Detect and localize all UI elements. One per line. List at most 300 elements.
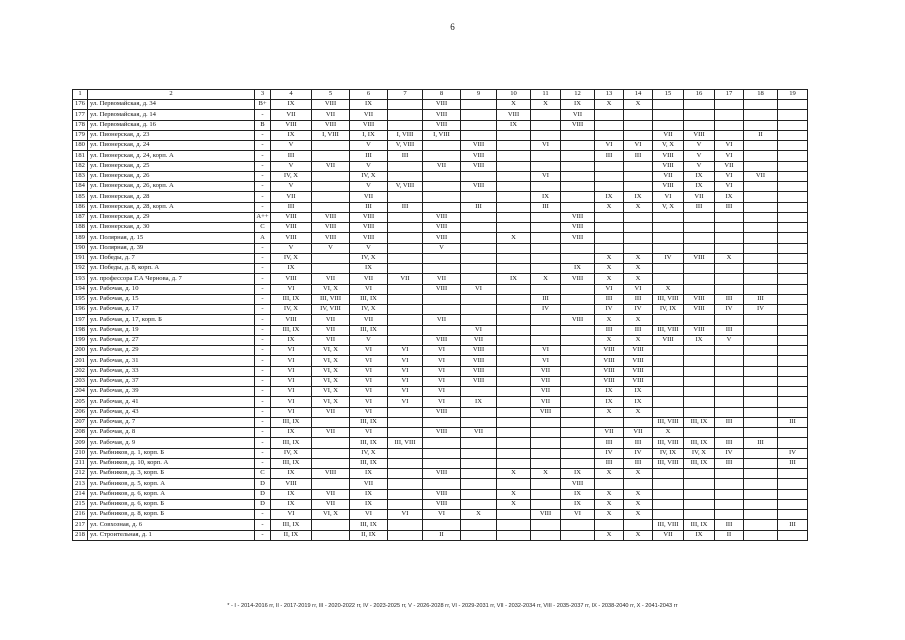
period-cell: III — [744, 438, 778, 448]
period-cell: VI — [350, 366, 388, 376]
period-cell: VII — [350, 274, 388, 284]
period-cell — [744, 448, 778, 458]
period-cell — [715, 407, 744, 417]
period-cell — [423, 325, 461, 335]
period-cell — [684, 274, 715, 284]
period-cell — [778, 366, 808, 376]
period-cell: X — [624, 510, 653, 520]
period-cell: VII — [271, 192, 312, 202]
period-cell: VI — [350, 346, 388, 356]
period-cell: VIII — [461, 141, 497, 151]
period-cell — [561, 376, 595, 386]
period-cell — [595, 243, 624, 253]
period-cell: V, X — [653, 141, 684, 151]
period-cell — [744, 458, 778, 468]
period-cell — [497, 366, 531, 376]
period-cell: VIII — [423, 233, 461, 243]
period-cell — [388, 233, 423, 243]
period-cell: VIII — [271, 315, 312, 325]
period-cell — [561, 192, 595, 202]
period-cell: VIII — [653, 335, 684, 345]
period-cell: III — [624, 151, 653, 161]
row-number: 182 — [73, 161, 88, 171]
period-cell — [461, 243, 497, 253]
period-cell — [497, 264, 531, 274]
address-cell: ул. Пионерская, д. 26 — [88, 171, 255, 181]
period-cell: V — [684, 151, 715, 161]
period-cell: VIII — [531, 407, 561, 417]
period-cell: IX — [350, 489, 388, 499]
period-cell — [715, 315, 744, 325]
period-cell: VII — [461, 335, 497, 345]
period-cell — [423, 458, 461, 468]
period-cell: II, IX — [271, 530, 312, 540]
period-cell: VIII — [271, 274, 312, 284]
period-cell: IX — [561, 499, 595, 509]
period-cell: IV — [624, 448, 653, 458]
period-cell: III, VIII — [653, 325, 684, 335]
period-cell — [744, 151, 778, 161]
period-cell — [461, 479, 497, 489]
period-cell: В+ — [255, 100, 271, 110]
period-cell — [531, 438, 561, 448]
period-cell — [423, 294, 461, 304]
period-cell: VIII — [653, 151, 684, 161]
period-cell: VII — [350, 110, 388, 120]
period-cell: V, VIII — [388, 182, 423, 192]
period-cell: IV, X — [271, 253, 312, 263]
period-cell — [497, 223, 531, 233]
period-cell — [388, 407, 423, 417]
period-cell — [653, 397, 684, 407]
period-cell: V — [271, 182, 312, 192]
period-cell — [653, 264, 684, 274]
period-cell — [653, 387, 684, 397]
period-cell — [461, 315, 497, 325]
row-number: 214 — [73, 489, 88, 499]
period-cell — [595, 182, 624, 192]
table-row — [73, 520, 808, 530]
period-cell: VI — [350, 510, 388, 520]
period-cell: X — [595, 407, 624, 417]
period-cell — [684, 243, 715, 253]
period-cell — [312, 530, 350, 540]
period-cell: VII — [312, 161, 350, 171]
period-cell — [595, 520, 624, 530]
period-cell: VI — [350, 376, 388, 386]
table-row — [73, 366, 808, 376]
period-cell — [561, 182, 595, 192]
period-cell — [461, 520, 497, 530]
period-cell: IX — [271, 499, 312, 509]
period-cell: IX — [684, 182, 715, 192]
period-cell: III — [715, 325, 744, 335]
period-cell: VII — [312, 489, 350, 499]
period-cell — [497, 479, 531, 489]
period-cell: VIII — [461, 356, 497, 366]
period-cell — [778, 284, 808, 294]
period-cell — [561, 243, 595, 253]
period-cell — [624, 417, 653, 427]
table-row — [73, 469, 808, 479]
period-cell — [312, 458, 350, 468]
period-cell: - — [255, 346, 271, 356]
period-cell — [744, 417, 778, 427]
period-cell — [778, 346, 808, 356]
address-cell: ул. Пионерская, д. 28 — [88, 192, 255, 202]
period-cell — [497, 202, 531, 212]
period-cell: IX — [271, 489, 312, 499]
period-cell — [778, 212, 808, 222]
period-cell: V — [350, 335, 388, 345]
period-cell — [624, 161, 653, 171]
period-cell — [423, 417, 461, 427]
period-cell: А++ — [255, 212, 271, 222]
address-cell: ул. Победы, д. 8, корп. А — [88, 264, 255, 274]
header-cell: 18 — [744, 90, 778, 100]
period-cell — [388, 212, 423, 222]
period-cell — [561, 438, 595, 448]
period-cell — [744, 243, 778, 253]
period-cell — [715, 489, 744, 499]
row-number: 181 — [73, 151, 88, 161]
period-cell — [653, 100, 684, 110]
period-cell: - — [255, 274, 271, 284]
period-cell — [497, 151, 531, 161]
period-cell: IX — [271, 335, 312, 345]
period-cell — [653, 499, 684, 509]
period-cell — [778, 499, 808, 509]
period-cell — [684, 100, 715, 110]
period-cell — [778, 264, 808, 274]
period-cell — [684, 479, 715, 489]
table-row — [73, 212, 808, 222]
table-row — [73, 202, 808, 212]
period-cell: IV — [715, 305, 744, 315]
period-cell: VIII — [561, 479, 595, 489]
period-cell: X — [595, 530, 624, 540]
header-cell: 7 — [388, 90, 423, 100]
period-cell — [497, 325, 531, 335]
period-cell: IV — [531, 305, 561, 315]
period-cell — [744, 182, 778, 192]
period-cell — [595, 479, 624, 489]
header-cell: 8 — [423, 90, 461, 100]
row-number: 177 — [73, 110, 88, 120]
period-cell: VII — [312, 110, 350, 120]
period-cell: X — [595, 100, 624, 110]
period-cell — [461, 120, 497, 130]
address-cell: ул. Рыбников, д. 10, корп. А — [88, 458, 255, 468]
period-cell — [531, 479, 561, 489]
period-cell: VI — [388, 376, 423, 386]
period-cell — [497, 335, 531, 345]
period-cell — [778, 489, 808, 499]
period-cell — [744, 397, 778, 407]
period-cell: X — [624, 335, 653, 345]
period-cell — [497, 387, 531, 397]
period-cell — [624, 233, 653, 243]
period-cell — [778, 315, 808, 325]
period-cell — [497, 130, 531, 140]
period-cell: VIII — [423, 428, 461, 438]
period-cell — [715, 366, 744, 376]
period-cell: X — [531, 100, 561, 110]
period-cell: - — [255, 356, 271, 366]
period-cell: VI — [388, 356, 423, 366]
period-cell: - — [255, 182, 271, 192]
period-cell: D — [255, 499, 271, 509]
period-cell: VIII — [595, 376, 624, 386]
period-cell — [744, 223, 778, 233]
period-cell — [684, 110, 715, 120]
period-cell: IX — [497, 274, 531, 284]
period-cell — [497, 305, 531, 315]
period-cell — [715, 469, 744, 479]
table-row — [73, 417, 808, 427]
period-cell — [423, 479, 461, 489]
period-cell — [561, 366, 595, 376]
period-cell: - — [255, 438, 271, 448]
period-cell — [388, 100, 423, 110]
period-cell — [497, 510, 531, 520]
period-cell — [653, 110, 684, 120]
period-cell — [497, 397, 531, 407]
period-cell — [744, 530, 778, 540]
period-cell: IX — [531, 192, 561, 202]
period-cell: IX — [350, 264, 388, 274]
period-cell: III — [744, 294, 778, 304]
period-cell — [715, 346, 744, 356]
period-cell — [423, 141, 461, 151]
period-cell: III — [595, 151, 624, 161]
period-cell — [653, 315, 684, 325]
period-cell: IV — [778, 448, 808, 458]
period-cell: X — [715, 253, 744, 263]
table-row — [73, 479, 808, 489]
period-cell: III — [595, 325, 624, 335]
period-cell — [531, 489, 561, 499]
period-cell: VI — [531, 171, 561, 181]
period-cell: - — [255, 510, 271, 520]
period-cell — [595, 417, 624, 427]
period-cell — [497, 458, 531, 468]
row-number: 204 — [73, 387, 88, 397]
period-cell: VII — [350, 479, 388, 489]
header-cell: 2 — [88, 90, 255, 100]
period-cell: VIII — [497, 110, 531, 120]
period-cell — [531, 417, 561, 427]
address-cell: ул. Рабочая, д. 43 — [88, 407, 255, 417]
table-row — [73, 510, 808, 520]
period-cell: VIII — [461, 346, 497, 356]
period-cell: IX — [595, 397, 624, 407]
period-cell — [744, 479, 778, 489]
period-cell: - — [255, 417, 271, 427]
address-cell: ул. Рыбников, д. 6, корп. А — [88, 489, 255, 499]
period-cell: III, IX — [350, 325, 388, 335]
period-cell: VI — [388, 387, 423, 397]
row-number: 213 — [73, 479, 88, 489]
period-cell: VI — [423, 366, 461, 376]
period-cell: VII — [271, 110, 312, 120]
address-cell: ул. Рабочая, д. 15 — [88, 294, 255, 304]
row-number: 176 — [73, 100, 88, 110]
period-cell: X — [624, 264, 653, 274]
period-cell — [715, 274, 744, 284]
period-cell: VI — [271, 284, 312, 294]
period-cell — [461, 110, 497, 120]
address-cell: ул. Полярная, д. 39 — [88, 243, 255, 253]
row-number: 179 — [73, 130, 88, 140]
period-cell — [595, 233, 624, 243]
period-cell: X — [595, 315, 624, 325]
period-cell: VI, X — [312, 397, 350, 407]
period-cell — [461, 407, 497, 417]
period-cell: VII — [312, 335, 350, 345]
period-cell: IX — [271, 100, 312, 110]
table-row — [73, 141, 808, 151]
period-cell: VI — [350, 284, 388, 294]
period-cell — [715, 233, 744, 243]
period-cell — [497, 346, 531, 356]
period-cell — [561, 417, 595, 427]
period-cell — [461, 212, 497, 222]
period-cell: III, IX — [350, 458, 388, 468]
period-cell: VIII — [561, 212, 595, 222]
period-cell: VIII — [312, 223, 350, 233]
period-cell: - — [255, 366, 271, 376]
period-cell — [312, 417, 350, 427]
period-cell: - — [255, 448, 271, 458]
period-cell — [423, 171, 461, 181]
period-cell: IV — [595, 448, 624, 458]
period-cell — [388, 161, 423, 171]
period-cell — [684, 233, 715, 243]
period-cell: VI — [595, 284, 624, 294]
row-number: 185 — [73, 192, 88, 202]
row-number: 199 — [73, 335, 88, 345]
table-row — [73, 284, 808, 294]
period-cell: VIII — [423, 489, 461, 499]
period-cell: VI — [388, 346, 423, 356]
period-cell — [778, 192, 808, 202]
period-cell: VI — [271, 346, 312, 356]
period-cell — [312, 151, 350, 161]
period-cell — [778, 469, 808, 479]
period-cell — [744, 376, 778, 386]
period-cell — [744, 202, 778, 212]
period-cell: VI — [715, 182, 744, 192]
period-cell — [561, 171, 595, 181]
period-cell: III — [595, 294, 624, 304]
period-cell: V — [271, 161, 312, 171]
period-cell: - — [255, 284, 271, 294]
period-cell: VI — [595, 141, 624, 151]
period-cell — [388, 428, 423, 438]
period-cell: VII — [684, 192, 715, 202]
period-cell: VI — [561, 510, 595, 520]
period-cell: X — [595, 253, 624, 263]
period-cell: IX — [715, 192, 744, 202]
period-cell — [715, 130, 744, 140]
period-cell: VIII — [461, 182, 497, 192]
period-cell — [684, 397, 715, 407]
table-row — [73, 130, 808, 140]
period-cell: III — [778, 520, 808, 530]
period-cell — [684, 469, 715, 479]
row-number: 217 — [73, 520, 88, 530]
address-cell: ул. Рабочая, д. 37 — [88, 376, 255, 386]
address-cell: ул. Строительная, д. 1 — [88, 530, 255, 540]
period-cell: VIII — [423, 110, 461, 120]
period-cell — [778, 182, 808, 192]
period-cell: VIII — [423, 335, 461, 345]
period-cell: V — [350, 161, 388, 171]
period-cell — [312, 202, 350, 212]
period-cell: IV, IX — [653, 448, 684, 458]
period-cell — [744, 315, 778, 325]
period-cell: V — [271, 243, 312, 253]
table-row — [73, 346, 808, 356]
period-cell: VIII — [423, 100, 461, 110]
period-cell: IV, X — [350, 448, 388, 458]
period-cell — [684, 212, 715, 222]
period-cell — [312, 448, 350, 458]
period-cell — [624, 243, 653, 253]
period-cell — [744, 264, 778, 274]
period-cell: IX — [271, 264, 312, 274]
period-cell: IX — [461, 397, 497, 407]
period-cell — [423, 182, 461, 192]
period-cell: VIII — [561, 223, 595, 233]
period-cell — [744, 489, 778, 499]
period-cell: VI — [388, 366, 423, 376]
period-cell: VI — [271, 366, 312, 376]
period-cell: VIII — [271, 120, 312, 130]
address-cell: ул. Рабочая, д. 9 — [88, 438, 255, 448]
period-cell: VI — [350, 356, 388, 366]
period-cell: X — [595, 274, 624, 284]
period-cell — [744, 161, 778, 171]
header-cell: 1 — [73, 90, 88, 100]
table-row — [73, 448, 808, 458]
period-cell: IX — [595, 387, 624, 397]
period-cell: - — [255, 141, 271, 151]
period-cell: IX — [561, 469, 595, 479]
period-cell — [388, 223, 423, 233]
period-cell: VIII — [350, 120, 388, 130]
period-cell: VIII — [624, 376, 653, 386]
period-cell — [778, 530, 808, 540]
period-cell — [461, 294, 497, 304]
table-row — [73, 315, 808, 325]
period-cell: IX — [271, 428, 312, 438]
header-cell: 6 — [350, 90, 388, 100]
table-row — [73, 335, 808, 345]
table-row — [73, 294, 808, 304]
address-cell: ул. Победы, д. 7 — [88, 253, 255, 263]
period-cell — [461, 530, 497, 540]
period-cell: X — [624, 469, 653, 479]
period-cell: V, X — [653, 202, 684, 212]
period-cell — [744, 253, 778, 263]
period-cell — [778, 100, 808, 110]
period-cell: III — [388, 202, 423, 212]
table-row — [73, 274, 808, 284]
period-cell — [653, 479, 684, 489]
period-cell: I, VIII — [388, 130, 423, 140]
